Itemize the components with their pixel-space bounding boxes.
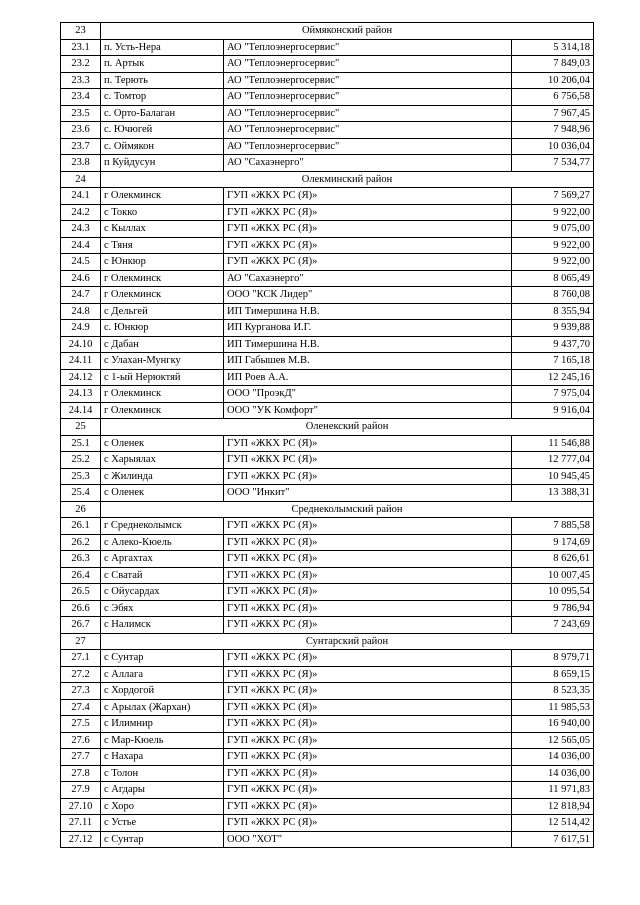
table-row [61, 584, 594, 601]
tariff-value: 14 036,00 [512, 765, 594, 782]
tariff-value: 8 523,35 [512, 683, 594, 700]
organization-name: АО "Теплоэнергосервис" [224, 138, 512, 155]
settlement-name: п Куйдусун [101, 155, 224, 172]
tariff-value: 9 922,00 [512, 254, 594, 271]
settlement-name: с. Юнкюр [101, 320, 224, 337]
organization-name: АО "Сахаэнерго" [224, 155, 512, 172]
row-number: 27.4 [61, 699, 101, 716]
organization-name: ГУП «ЖКХ РС (Я)» [224, 518, 512, 535]
district-header-row [61, 171, 594, 188]
organization-name: ИП Габышев М.В. [224, 353, 512, 370]
row-number: 27.2 [61, 666, 101, 683]
row-number: 27.5 [61, 716, 101, 733]
tariff-value: 12 565,05 [512, 732, 594, 749]
row-number: 26.3 [61, 551, 101, 568]
row-number: 24.13 [61, 386, 101, 403]
organization-name: ГУП «ЖКХ РС (Я)» [224, 732, 512, 749]
organization-name: ГУП «ЖКХ РС (Я)» [224, 650, 512, 667]
settlement-name: г Олекминск [101, 402, 224, 419]
tariff-value: 11 546,88 [512, 435, 594, 452]
organization-name: ГУП «ЖКХ РС (Я)» [224, 815, 512, 832]
table-row [61, 666, 594, 683]
row-number: 26.5 [61, 584, 101, 601]
tariff-value: 12 245,16 [512, 369, 594, 386]
table-row [61, 287, 594, 304]
table-row [61, 468, 594, 485]
organization-name: ГУП «ЖКХ РС (Я)» [224, 204, 512, 221]
row-number: 23.4 [61, 89, 101, 106]
table-row [61, 72, 594, 89]
table-row [61, 699, 594, 716]
row-number: 23.2 [61, 56, 101, 73]
tariff-value: 8 065,49 [512, 270, 594, 287]
table-row [61, 815, 594, 832]
table-row [61, 353, 594, 370]
table-row [61, 617, 594, 634]
tariff-value: 9 174,69 [512, 534, 594, 551]
table-row [61, 435, 594, 452]
settlement-name: с Арылах (Жархан) [101, 699, 224, 716]
row-number: 24.6 [61, 270, 101, 287]
settlement-name: п. Усть-Нера [101, 39, 224, 56]
settlement-name: с Мар-Кюель [101, 732, 224, 749]
row-number: 25.4 [61, 485, 101, 502]
row-number: 24.1 [61, 188, 101, 205]
tariff-value: 10 945,45 [512, 468, 594, 485]
organization-name: ГУП «ЖКХ РС (Я)» [224, 749, 512, 766]
table-row [61, 138, 594, 155]
table-row [61, 831, 594, 848]
settlement-name: с Токко [101, 204, 224, 221]
tariff-value: 9 437,70 [512, 336, 594, 353]
organization-name: ГУП «ЖКХ РС (Я)» [224, 600, 512, 617]
tariff-value: 10 036,04 [512, 138, 594, 155]
table-row [61, 237, 594, 254]
settlement-name: с Улахан-Мунгку [101, 353, 224, 370]
organization-name: ИП Тимершина Н.В. [224, 303, 512, 320]
tariff-value: 9 786,94 [512, 600, 594, 617]
organization-name: АО "Теплоэнергосервис" [224, 72, 512, 89]
tariff-value: 8 626,61 [512, 551, 594, 568]
table-row [61, 534, 594, 551]
row-number: 24.5 [61, 254, 101, 271]
row-number: 23.1 [61, 39, 101, 56]
district-number: 26 [61, 501, 101, 518]
tariff-value: 11 971,83 [512, 782, 594, 799]
organization-name: ГУП «ЖКХ РС (Я)» [224, 237, 512, 254]
tariff-value: 8 355,94 [512, 303, 594, 320]
settlement-name: с. Орто-Балаган [101, 105, 224, 122]
settlement-name: г Олекминск [101, 287, 224, 304]
row-number: 26.7 [61, 617, 101, 634]
organization-name: ГУП «ЖКХ РС (Я)» [224, 584, 512, 601]
row-number: 27.3 [61, 683, 101, 700]
organization-name: ООО "ПроэкД" [224, 386, 512, 403]
row-number: 23.8 [61, 155, 101, 172]
tariff-value: 11 985,53 [512, 699, 594, 716]
tariff-value: 13 388,31 [512, 485, 594, 502]
row-number: 26.2 [61, 534, 101, 551]
tariff-value: 5 314,18 [512, 39, 594, 56]
tariff-table [60, 22, 594, 848]
table-row [61, 303, 594, 320]
row-number: 26.4 [61, 567, 101, 584]
district-header-row [61, 419, 594, 436]
organization-name: ГУП «ЖКХ РС (Я)» [224, 617, 512, 634]
tariff-value: 7 617,51 [512, 831, 594, 848]
organization-name: ГУП «ЖКХ РС (Я)» [224, 765, 512, 782]
settlement-name: с Тяня [101, 237, 224, 254]
table-row [61, 254, 594, 271]
organization-name: АО "Сахаэнерго" [224, 270, 512, 287]
settlement-name: с 1-ый Нерюктяй [101, 369, 224, 386]
table-row [61, 386, 594, 403]
settlement-name: с Оленек [101, 485, 224, 502]
tariff-value: 12 777,04 [512, 452, 594, 469]
tariff-value: 12 818,94 [512, 798, 594, 815]
table-row [61, 650, 594, 667]
district-header-row [61, 23, 594, 40]
district-number: 25 [61, 419, 101, 436]
table-row [61, 320, 594, 337]
settlement-name: с Дельгей [101, 303, 224, 320]
row-number: 24.12 [61, 369, 101, 386]
tariff-value: 8 659,15 [512, 666, 594, 683]
settlement-name: с Толон [101, 765, 224, 782]
settlement-name: с. Томтор [101, 89, 224, 106]
tariff-value: 10 095,54 [512, 584, 594, 601]
table-row [61, 782, 594, 799]
row-number: 24.10 [61, 336, 101, 353]
row-number: 24.9 [61, 320, 101, 337]
organization-name: АО "Теплоэнергосервис" [224, 39, 512, 56]
tariff-value: 8 979,71 [512, 650, 594, 667]
tariff-value: 7 165,18 [512, 353, 594, 370]
organization-name: ГУП «ЖКХ РС (Я)» [224, 683, 512, 700]
tariff-value: 10 206,04 [512, 72, 594, 89]
tariff-value: 7 243,69 [512, 617, 594, 634]
settlement-name: с Харыялах [101, 452, 224, 469]
settlement-name: с Аргахтах [101, 551, 224, 568]
settlement-name: с Эбях [101, 600, 224, 617]
tariff-value: 7 948,96 [512, 122, 594, 139]
row-number: 27.6 [61, 732, 101, 749]
table-row [61, 732, 594, 749]
organization-name: ГУП «ЖКХ РС (Я)» [224, 221, 512, 238]
organization-name: ГУП «ЖКХ РС (Я)» [224, 452, 512, 469]
row-number: 27.12 [61, 831, 101, 848]
tariff-value: 7 967,45 [512, 105, 594, 122]
settlement-name: с Юнкюр [101, 254, 224, 271]
organization-name: ООО "УК Комфорт" [224, 402, 512, 419]
row-number: 27.9 [61, 782, 101, 799]
row-number: 24.3 [61, 221, 101, 238]
district-number: 27 [61, 633, 101, 650]
table-row [61, 798, 594, 815]
settlement-name: с Устье [101, 815, 224, 832]
tariff-value: 14 036,00 [512, 749, 594, 766]
district-title: Оленекский район [101, 419, 594, 436]
row-number: 26.6 [61, 600, 101, 617]
tariff-value: 12 514,42 [512, 815, 594, 832]
settlement-name: с Сунтар [101, 650, 224, 667]
table-row [61, 188, 594, 205]
district-number: 24 [61, 171, 101, 188]
settlement-name: с Жилинда [101, 468, 224, 485]
organization-name: ГУП «ЖКХ РС (Я)» [224, 188, 512, 205]
organization-name: ГУП «ЖКХ РС (Я)» [224, 699, 512, 716]
organization-name: ИП Курганова И.Г. [224, 320, 512, 337]
settlement-name: г Олекминск [101, 270, 224, 287]
organization-name: ООО "КСК Лидер" [224, 287, 512, 304]
settlement-name: с. Ючюгей [101, 122, 224, 139]
row-number: 25.1 [61, 435, 101, 452]
organization-name: АО "Теплоэнергосервис" [224, 89, 512, 106]
organization-name: ГУП «ЖКХ РС (Я)» [224, 468, 512, 485]
organization-name: ГУП «ЖКХ РС (Я)» [224, 254, 512, 271]
settlement-name: п. Терють [101, 72, 224, 89]
settlement-name: г Олекминск [101, 386, 224, 403]
organization-name: ГУП «ЖКХ РС (Я)» [224, 666, 512, 683]
table-row [61, 518, 594, 535]
tariff-value: 10 007,45 [512, 567, 594, 584]
table-row [61, 336, 594, 353]
table-row [61, 56, 594, 73]
row-number: 24.7 [61, 287, 101, 304]
organization-name: ООО "Инкит" [224, 485, 512, 502]
table-row [61, 221, 594, 238]
table-row [61, 270, 594, 287]
row-number: 25.2 [61, 452, 101, 469]
settlement-name: с Сватай [101, 567, 224, 584]
settlement-name: п. Артык [101, 56, 224, 73]
organization-name: ГУП «ЖКХ РС (Я)» [224, 716, 512, 733]
tariff-value: 8 760,08 [512, 287, 594, 304]
row-number: 24.8 [61, 303, 101, 320]
table-row [61, 105, 594, 122]
settlement-name: с Дабан [101, 336, 224, 353]
row-number: 23.6 [61, 122, 101, 139]
organization-name: ИП Роев А.А. [224, 369, 512, 386]
row-number: 27.10 [61, 798, 101, 815]
row-number: 26.1 [61, 518, 101, 535]
row-number: 25.3 [61, 468, 101, 485]
district-title: Сунтарский район [101, 633, 594, 650]
table-row [61, 369, 594, 386]
settlement-name: с Кыллах [101, 221, 224, 238]
district-number: 23 [61, 23, 101, 40]
row-number: 24.14 [61, 402, 101, 419]
settlement-name: с Сунтар [101, 831, 224, 848]
table-row [61, 749, 594, 766]
district-title: Оймяконский район [101, 23, 594, 40]
settlement-name: с Агдары [101, 782, 224, 799]
organization-name: ГУП «ЖКХ РС (Я)» [224, 534, 512, 551]
row-number: 24.4 [61, 237, 101, 254]
table-row [61, 567, 594, 584]
row-number: 27.8 [61, 765, 101, 782]
table-row [61, 89, 594, 106]
row-number: 24.11 [61, 353, 101, 370]
table-row [61, 485, 594, 502]
row-number: 23.7 [61, 138, 101, 155]
district-header-row [61, 633, 594, 650]
table-row [61, 155, 594, 172]
settlement-name: с Ойусардах [101, 584, 224, 601]
tariff-value: 9 939,88 [512, 320, 594, 337]
tariff-value: 9 922,00 [512, 204, 594, 221]
tariff-value: 9 922,00 [512, 237, 594, 254]
organization-name: ИП Тимершина Н.В. [224, 336, 512, 353]
tariff-value: 7 975,04 [512, 386, 594, 403]
settlement-name: с Хоро [101, 798, 224, 815]
table-row [61, 39, 594, 56]
table-row [61, 452, 594, 469]
tariff-value: 9 916,04 [512, 402, 594, 419]
organization-name: АО "Теплоэнергосервис" [224, 105, 512, 122]
tariff-value: 9 075,00 [512, 221, 594, 238]
district-header-row [61, 501, 594, 518]
organization-name: АО "Теплоэнергосервис" [224, 122, 512, 139]
settlement-name: г Олекминск [101, 188, 224, 205]
organization-name: ГУП «ЖКХ РС (Я)» [224, 798, 512, 815]
settlement-name: с Хордогой [101, 683, 224, 700]
row-number: 24.2 [61, 204, 101, 221]
organization-name: ГУП «ЖКХ РС (Я)» [224, 782, 512, 799]
table-row [61, 551, 594, 568]
row-number: 27.1 [61, 650, 101, 667]
table-row [61, 683, 594, 700]
organization-name: ООО "ХОТ" [224, 831, 512, 848]
table-row [61, 716, 594, 733]
tariff-table-body [61, 23, 594, 848]
row-number: 23.5 [61, 105, 101, 122]
organization-name: АО "Теплоэнергосервис" [224, 56, 512, 73]
table-row [61, 204, 594, 221]
settlement-name: г Среднеколымск [101, 518, 224, 535]
tariff-value: 7 569,27 [512, 188, 594, 205]
organization-name: ГУП «ЖКХ РС (Я)» [224, 435, 512, 452]
tariff-value: 7 534,77 [512, 155, 594, 172]
settlement-name: с Оленек [101, 435, 224, 452]
settlement-name: с. Оймякон [101, 138, 224, 155]
settlement-name: с Аллага [101, 666, 224, 683]
table-row [61, 765, 594, 782]
table-row [61, 402, 594, 419]
table-row [61, 600, 594, 617]
table-row [61, 122, 594, 139]
district-title: Олекминский район [101, 171, 594, 188]
organization-name: ГУП «ЖКХ РС (Я)» [224, 567, 512, 584]
settlement-name: с Илимнир [101, 716, 224, 733]
district-title: Среднеколымский район [101, 501, 594, 518]
tariff-value: 7 849,03 [512, 56, 594, 73]
organization-name: ГУП «ЖКХ РС (Я)» [224, 551, 512, 568]
row-number: 27.11 [61, 815, 101, 832]
settlement-name: с Алеко-Кюель [101, 534, 224, 551]
settlement-name: с Нахара [101, 749, 224, 766]
row-number: 27.7 [61, 749, 101, 766]
settlement-name: с Налимск [101, 617, 224, 634]
tariff-value: 16 940,00 [512, 716, 594, 733]
tariff-value: 6 756,58 [512, 89, 594, 106]
tariff-value: 7 885,58 [512, 518, 594, 535]
row-number: 23.3 [61, 72, 101, 89]
